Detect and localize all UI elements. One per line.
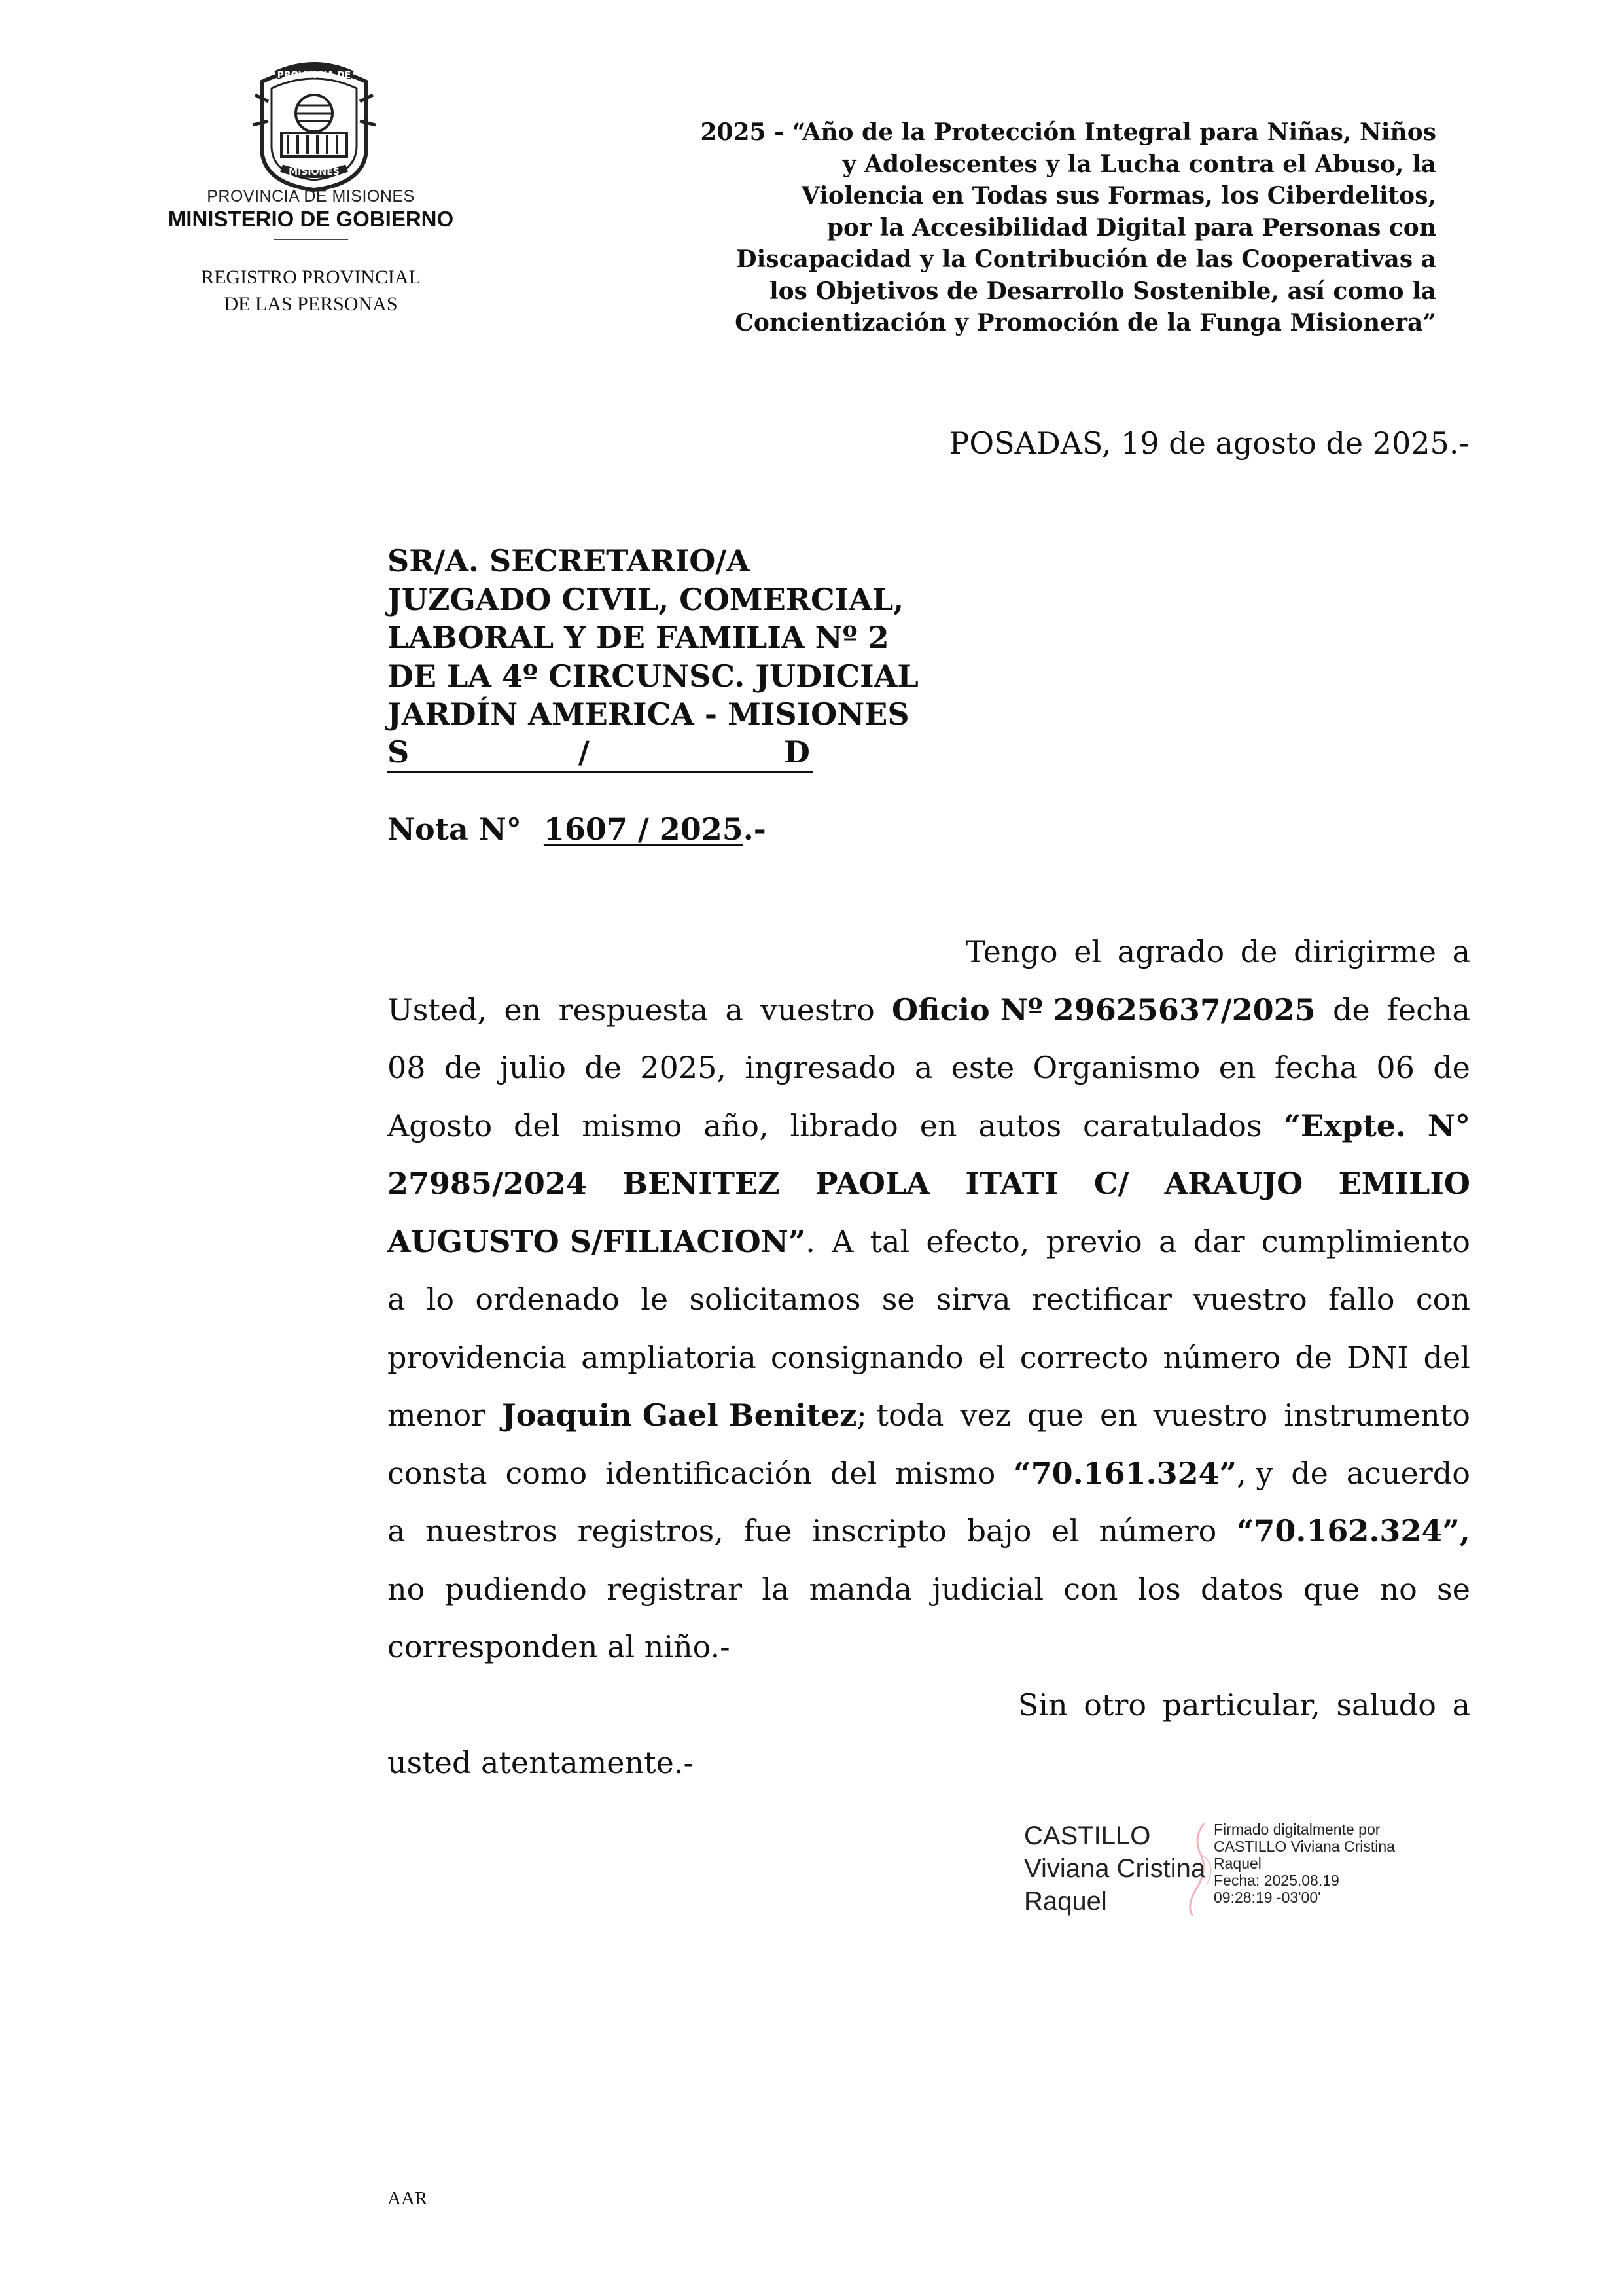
body-word: que: [1303, 1571, 1360, 1607]
body-word: mismo: [895, 1455, 996, 1491]
body-word: le: [641, 1282, 669, 1317]
body-line: [387, 1386, 1470, 1444]
body-word: se: [881, 1282, 915, 1317]
body-word: consignando: [770, 1339, 964, 1375]
body-word: a: [1158, 1223, 1177, 1259]
case-reference-end: AUGUSTO S/FILIACION”: [387, 1223, 806, 1259]
signature-detail-line: Fecha: 2025.08.19: [1214, 1872, 1339, 1889]
seal-text-top: PROVINCIA DE: [277, 70, 351, 81]
body-word: .: [805, 1223, 815, 1259]
body-word: identificación: [605, 1455, 812, 1491]
body-word: 2025,: [640, 1050, 726, 1085]
body-word: año,: [703, 1107, 769, 1143]
body-word: de: [1291, 1455, 1328, 1491]
case-reference-word: “Expte.: [1283, 1107, 1407, 1143]
body-segment: [502, 1386, 944, 1444]
seal-text-bottom: MISIONES: [289, 167, 340, 177]
body-word: no: [387, 1571, 425, 1607]
body-word: el: [978, 1339, 1006, 1375]
body-word: 06: [1376, 1050, 1415, 1085]
body-line: [387, 1734, 1470, 1792]
body-word: fallo: [1328, 1282, 1395, 1317]
signature-detail-line: Raquel: [1214, 1855, 1262, 1872]
case-reference-word: C/: [1093, 1166, 1129, 1201]
body-word: a: [387, 1513, 406, 1549]
body-word: vuestro: [1153, 1397, 1268, 1433]
body-line: [387, 1560, 1470, 1619]
body-word: fecha: [1386, 992, 1470, 1028]
oficio-reference: Oficio Nº 29625637/2025: [892, 992, 1316, 1028]
body-word: tal: [870, 1223, 910, 1259]
body-word: pudiendo: [444, 1571, 587, 1607]
body-word: no: [1379, 1571, 1417, 1607]
signature-details: [1214, 1821, 1395, 1906]
ministry-name: MINISTERIO DE GOBIERNO: [168, 207, 454, 231]
body-word: dar: [1193, 1223, 1245, 1259]
body-word: del: [1423, 1339, 1470, 1375]
body-word: de: [1332, 992, 1370, 1028]
body-word: inscripto: [811, 1513, 947, 1549]
body-word: Organismo: [1033, 1050, 1201, 1085]
header-divider: [274, 239, 348, 240]
body-word: ingresado: [745, 1050, 896, 1085]
body-word: fue: [743, 1513, 792, 1549]
body-word: de: [444, 1050, 482, 1085]
addressee-line: LABORAL Y DE FAMILIA Nº 2: [387, 620, 889, 655]
body-word: julio: [499, 1050, 566, 1085]
body-word: lo: [426, 1282, 455, 1317]
body-word: ordenado: [475, 1282, 620, 1317]
body-word: ; toda: [856, 1397, 944, 1433]
case-reference-word: ARAUJO: [1164, 1166, 1303, 1201]
motto-line: Violencia en Todas sus Formas, los Ciberdelitos,: [801, 182, 1436, 209]
closing-text: usted atentamente.-: [387, 1745, 694, 1780]
body-line: [387, 1676, 1470, 1734]
motto-line: los Objetivos de Desarrollo Sostenible, así como la: [769, 277, 1436, 305]
minor-name: Joaquin Gael Benitez: [502, 1397, 857, 1433]
body-segment: [1014, 1444, 1273, 1503]
body-word: registrar: [607, 1571, 742, 1607]
body-line: [387, 923, 1470, 981]
letter-body: [387, 923, 1470, 1792]
addressee-block: [387, 542, 1173, 734]
body-word: consta: [387, 1455, 487, 1491]
body-word: vuestro: [1193, 1282, 1307, 1317]
body-line: [387, 1270, 1470, 1329]
body-word: nuestros: [425, 1513, 557, 1549]
dni-correct: “70.162.324”,: [1236, 1513, 1470, 1549]
body-word: que: [1027, 1397, 1084, 1433]
body-word: en: [1099, 1397, 1137, 1433]
body-word: con: [1415, 1282, 1470, 1317]
body-word: providencia: [387, 1339, 567, 1375]
body-word: Usted,: [387, 992, 487, 1028]
signer-name-line: Raquel: [1024, 1887, 1107, 1916]
body-word: solicitamos: [689, 1282, 861, 1317]
signature-detail-line: CASTILLO Viviana Cristina: [1214, 1838, 1395, 1855]
body-line: [387, 1039, 1470, 1097]
body-word: los: [1137, 1571, 1181, 1607]
body-word: ampliatoria: [581, 1339, 756, 1375]
body-text: Tengo el agrado de dirigirme a: [965, 934, 1470, 969]
motto-line: y Adolescentes y la Lucha contra el Abuso, la: [842, 150, 1436, 178]
note-label: Nota N°: [387, 812, 521, 847]
closing-text: Sin otro particular, saludo a: [1017, 1687, 1470, 1723]
signer-name: [1024, 1820, 1205, 1918]
body-word: número: [1099, 1513, 1217, 1549]
motto-line: Discapacidad y la Contribución de las Cooperativas a: [736, 245, 1436, 273]
case-reference-word: EMILIO: [1338, 1166, 1470, 1201]
body-word: 08: [387, 1050, 426, 1085]
body-word: respuesta: [558, 992, 709, 1028]
motto-line: por la Accesibilidad Digital para Personas con: [826, 213, 1436, 242]
body-segment: [387, 1213, 815, 1271]
body-word: judicial: [932, 1571, 1044, 1607]
body-word: autos: [978, 1107, 1062, 1143]
su-despacho-line: [387, 734, 813, 773]
body-word: a: [914, 1050, 933, 1085]
body-word: como: [505, 1455, 588, 1491]
year-motto: [609, 117, 1436, 339]
body-word: menor: [387, 1397, 486, 1433]
case-reference-word: PAOLA: [815, 1166, 930, 1201]
body-word: a: [725, 992, 743, 1028]
body-word: DNI: [1347, 1339, 1409, 1375]
body-word: a: [387, 1282, 406, 1317]
body-word: previo: [1046, 1223, 1142, 1259]
provincial-seal-logo: [236, 62, 393, 193]
body-word: número: [1163, 1339, 1281, 1375]
body-word: de: [584, 1050, 622, 1085]
document-date: POSADAS, 19 de agosto de 2025.-: [949, 425, 1469, 461]
body-text: corresponden al niño.-: [387, 1629, 730, 1664]
body-word: correcto: [1019, 1339, 1149, 1375]
body-word: datos: [1201, 1571, 1284, 1607]
motto-line: 2025 - “Año de la Protección Integral para Niñas, Niños: [700, 118, 1436, 146]
addressee-line: SR/A. SECRETARIO/A: [387, 543, 750, 579]
body-word: del: [513, 1107, 561, 1143]
typist-initials: AAR: [387, 2188, 428, 2209]
body-word: instrumento: [1284, 1397, 1470, 1433]
sd-d: D: [784, 734, 810, 770]
case-reference-word: BENITEZ: [622, 1166, 780, 1201]
signer-name-line: Viviana Cristina: [1024, 1854, 1206, 1883]
body-word: la: [762, 1571, 790, 1607]
case-reference-word: 27985/2024: [387, 1166, 587, 1201]
body-word: cumplimiento: [1261, 1223, 1470, 1259]
signature-detail-line: 09:28:19 -03'00': [1214, 1889, 1321, 1906]
registry-name-line2: DE LAS PERSONAS: [224, 293, 398, 315]
body-word: del: [830, 1455, 877, 1491]
motto-line: Concientización y Promoción de la Funga Misionera”: [735, 309, 1436, 336]
digital-signature: [1024, 1820, 1482, 1937]
body-word: A: [832, 1223, 854, 1259]
body-word: manda: [809, 1571, 913, 1607]
body-word: en: [1218, 1050, 1256, 1085]
province-name: PROVINCIA DE MISIONES: [207, 187, 415, 206]
body-word: con: [1063, 1571, 1118, 1607]
note-number: [387, 812, 766, 847]
body-word: mismo: [582, 1107, 682, 1143]
body-line: [387, 1213, 1470, 1271]
seal-icon: [236, 62, 393, 193]
body-word: fecha: [1274, 1050, 1358, 1085]
body-word: de: [1433, 1050, 1470, 1085]
body-line: [387, 1097, 1470, 1155]
body-word: el: [1051, 1513, 1079, 1549]
case-reference-word: N°: [1427, 1107, 1470, 1143]
body-word: vez: [960, 1397, 1011, 1433]
body-word: efecto,: [926, 1223, 1030, 1259]
body-word: vuestro: [760, 992, 875, 1028]
addressee-line: JUZGADO CIVIL, COMERCIAL,: [387, 581, 904, 617]
body-word: Agosto: [387, 1107, 493, 1143]
body-word: este: [951, 1050, 1015, 1085]
registry-name-line1: REGISTRO PROVINCIAL: [201, 266, 421, 288]
body-word: , y: [1237, 1455, 1273, 1491]
body-line: [387, 1329, 1470, 1387]
body-word: librado: [790, 1107, 898, 1143]
body-line: [387, 1155, 1470, 1213]
body-word: en: [919, 1107, 957, 1143]
note-suffix: .-: [743, 812, 766, 847]
body-line: [387, 1444, 1470, 1503]
body-word: sirva: [936, 1282, 1011, 1317]
body-word: registros,: [577, 1513, 724, 1549]
addressee-line: DE LA 4º CIRCUNSC. JUDICIAL: [387, 658, 919, 694]
body-word: de: [1295, 1339, 1333, 1375]
note-number-value: 1607 / 2025: [543, 812, 743, 847]
body-word: acuerdo: [1346, 1455, 1470, 1491]
sd-slash: /: [578, 734, 590, 770]
body-word: en: [504, 992, 542, 1028]
dni-wrong: “70.161.324”: [1014, 1455, 1237, 1491]
body-line: [387, 981, 1470, 1039]
sd-s: S: [387, 734, 410, 770]
body-line: [387, 1502, 1470, 1560]
body-word: rectificar: [1031, 1282, 1172, 1317]
case-reference-word: ITATI: [965, 1166, 1059, 1201]
body-line: [387, 1618, 1470, 1676]
body-word: caratulados: [1083, 1107, 1262, 1143]
addressee-line: JARDÍN AMERICA - MISIONES: [387, 696, 909, 732]
signer-name-line: CASTILLO: [1024, 1821, 1151, 1850]
signature-detail-line: Firmado digitalmente por: [1214, 1821, 1381, 1838]
body-word: bajo: [966, 1513, 1032, 1549]
body-word: se: [1437, 1571, 1470, 1607]
